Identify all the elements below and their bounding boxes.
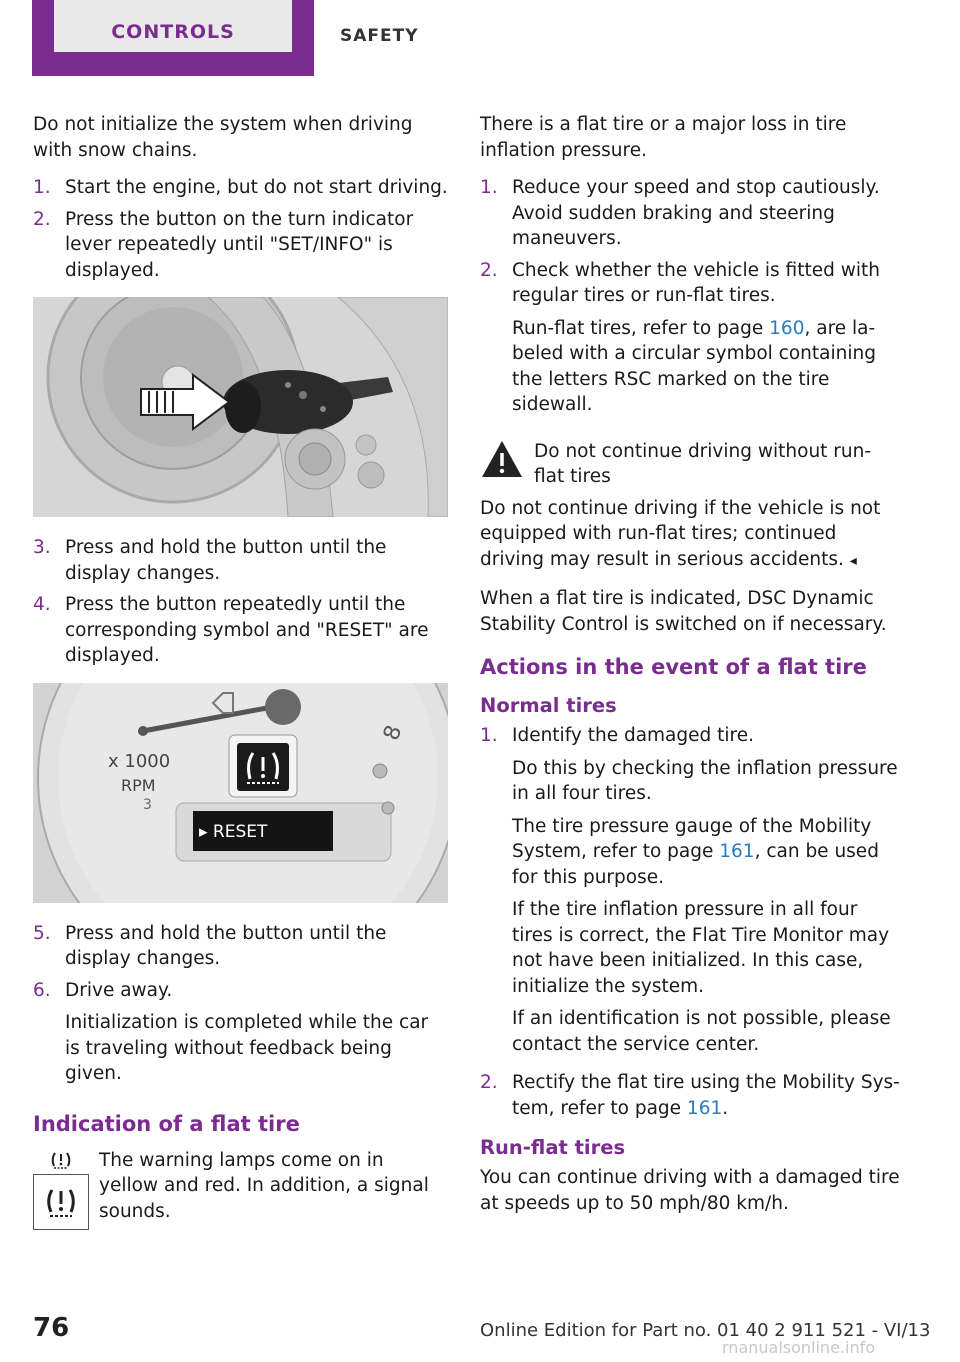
- warning-triangle-icon: [480, 439, 524, 490]
- steps-list-a: [33, 175, 448, 283]
- run-flat-reference: [512, 316, 900, 418]
- list-item: [33, 592, 448, 669]
- step-text: Press and hold the button until the display changes.: [65, 537, 387, 584]
- step-extra-text: Initialization is completed while the car is traveling without feedback being given.: [65, 1012, 429, 1084]
- list-item: [33, 535, 448, 586]
- list-item: [480, 723, 900, 1064]
- heading-normal-tires: Normal tires: [480, 694, 617, 717]
- normal-tires-steps: [480, 723, 900, 1121]
- step-text: Drive away.: [65, 979, 173, 1001]
- rpm-top-label: x 1000: [108, 750, 171, 772]
- step-number: 1.: [480, 177, 498, 198]
- warning-notice: [480, 439, 900, 490]
- list-item: [33, 978, 448, 1094]
- step-number: 1.: [33, 177, 51, 198]
- tab-controls-label: CONTROLS: [54, 0, 292, 52]
- heading-actions-flat-tire: Actions in the event of a flat tire: [480, 655, 867, 679]
- list-item: [480, 175, 900, 252]
- step-text: Identify the damaged tire.: [512, 725, 754, 746]
- reset-display-text: ▸ RESET: [199, 821, 268, 842]
- flat-tire-steps: [480, 175, 900, 425]
- list-item: [480, 258, 900, 425]
- step-text: [512, 1070, 900, 1121]
- step-number: 2.: [33, 208, 51, 230]
- step-body: [512, 723, 900, 1064]
- step-number: 3.: [33, 537, 51, 558]
- step-detail-2: [512, 814, 900, 891]
- step-detail-3: If the tire inflation pressure in all four tires is correct, the Flat Tire Monitor may not have been initialized. In this case, initialize the system.: [512, 899, 890, 997]
- heading-indication-flat-tire: Indication of a flat tire: [33, 1111, 300, 1136]
- rectify-text: Rectify the flat tire using the Mobility System, refer to page: [512, 1072, 900, 1119]
- step-detail-1: Do this by checking the inflation pressure in all four tires.: [512, 757, 898, 804]
- page-link-161[interactable]: 161: [719, 841, 755, 862]
- step-number: 5.: [33, 922, 51, 944]
- tire-pressure-warning-icon: [33, 1174, 89, 1230]
- warning-text: Do not continue driving if the vehicle is not equipped with run-flat tires; continued driving may result in serious accidents.: [480, 497, 881, 570]
- step-body: [65, 978, 448, 1094]
- step-text: Start the engine, but do not start driving.: [65, 177, 448, 198]
- step-number: 2.: [480, 1072, 498, 1093]
- tire-pressure-small-icon: [33, 1148, 89, 1172]
- step-number: 6.: [33, 979, 51, 1001]
- list-item: [33, 921, 448, 972]
- step-number: 1.: [480, 725, 498, 746]
- indication-text: The warning lamps come on in yellow and red. In addition, a signal sounds.: [99, 1149, 429, 1222]
- gauge-ref-after: , can be used for this purpose.: [512, 841, 879, 888]
- watermark: rnanualsonline.info: [722, 1338, 876, 1357]
- list-item: [33, 175, 448, 201]
- lever-illustration: [33, 297, 448, 517]
- step-number: 4.: [33, 594, 51, 615]
- rpm-bottom-label: RPM: [121, 775, 156, 795]
- intro-paragraph: Do not initialize the system when driving with snow chains.: [33, 114, 413, 161]
- dsc-paragraph: When a flat tire is indicated, DSC Dynamic Stability Control is switched on if necessary.: [480, 588, 887, 635]
- flat-tire-intro: There is a flat tire or a major loss in tire inflation pressure.: [480, 114, 847, 161]
- step-body: [512, 258, 900, 425]
- warning-lamps-row: [33, 1148, 448, 1230]
- step-text: Press the button repeatedly until the corresponding symbol and "RESET" are displayed.: [65, 594, 429, 666]
- tab-safety[interactable]: SAFETY: [340, 26, 419, 46]
- cluster-illustration: [33, 683, 448, 903]
- list-item: [33, 207, 448, 284]
- gauge-digit-eight: 8: [379, 721, 408, 744]
- right-column: [480, 112, 900, 1228]
- step-number: 2.: [480, 259, 498, 281]
- instrument-cluster-figure: [33, 683, 448, 903]
- warning-title: Do not continue driving without run-flat tires: [534, 440, 872, 487]
- edition-info: Online Edition for Part no. 01 40 2 911 521 - VI/13: [480, 1320, 931, 1341]
- step-text: Press and hold the button until the display changes.: [65, 922, 387, 969]
- tab-controls[interactable]: [32, 0, 314, 76]
- gauge-digit-three: 3: [143, 796, 152, 813]
- steps-list-c: [33, 921, 448, 1094]
- step-text: Reduce your speed and stop cautiously. Avoid sudden braking and steering maneuvers.: [512, 177, 880, 249]
- end-mark-icon: ◂: [849, 552, 857, 569]
- step-text: Press the button on the turn indicator lever repeatedly until "SET/INFO" is displayed.: [65, 208, 414, 281]
- gauge-ref-before: The tire pressure gauge of the Mobility System, refer to page: [512, 815, 872, 862]
- step-detail-4: If an identification is not possible, please contact the service center.: [512, 1008, 891, 1055]
- heading-run-flat-tires: Run-flat tires: [480, 1136, 626, 1159]
- page-number: 76: [33, 1313, 70, 1343]
- warning-lamp-icons: [33, 1148, 89, 1230]
- run-flat-ref-after: , are labeled with a circular symbol containing the letters RSC marked on the tire sidewall.: [512, 317, 876, 415]
- left-column: [33, 112, 448, 1230]
- list-item: [480, 1070, 900, 1121]
- step-text: Check whether the vehicle is fitted with regular tires or run-flat tires.: [512, 259, 880, 306]
- page-link-160[interactable]: 160: [769, 317, 805, 339]
- run-flat-paragraph: You can continue driving with a damaged tire at speeds up to 50 mph/80 km/h.: [480, 1167, 900, 1214]
- steps-list-b: [33, 535, 448, 669]
- run-flat-ref-before: Run-flat tires, refer to page: [512, 317, 770, 339]
- turn-indicator-lever-figure: [33, 297, 448, 517]
- warning-text-paragraph: [480, 496, 900, 575]
- page-link-161[interactable]: 161: [686, 1097, 723, 1119]
- rectify-text-end: .: [722, 1097, 729, 1119]
